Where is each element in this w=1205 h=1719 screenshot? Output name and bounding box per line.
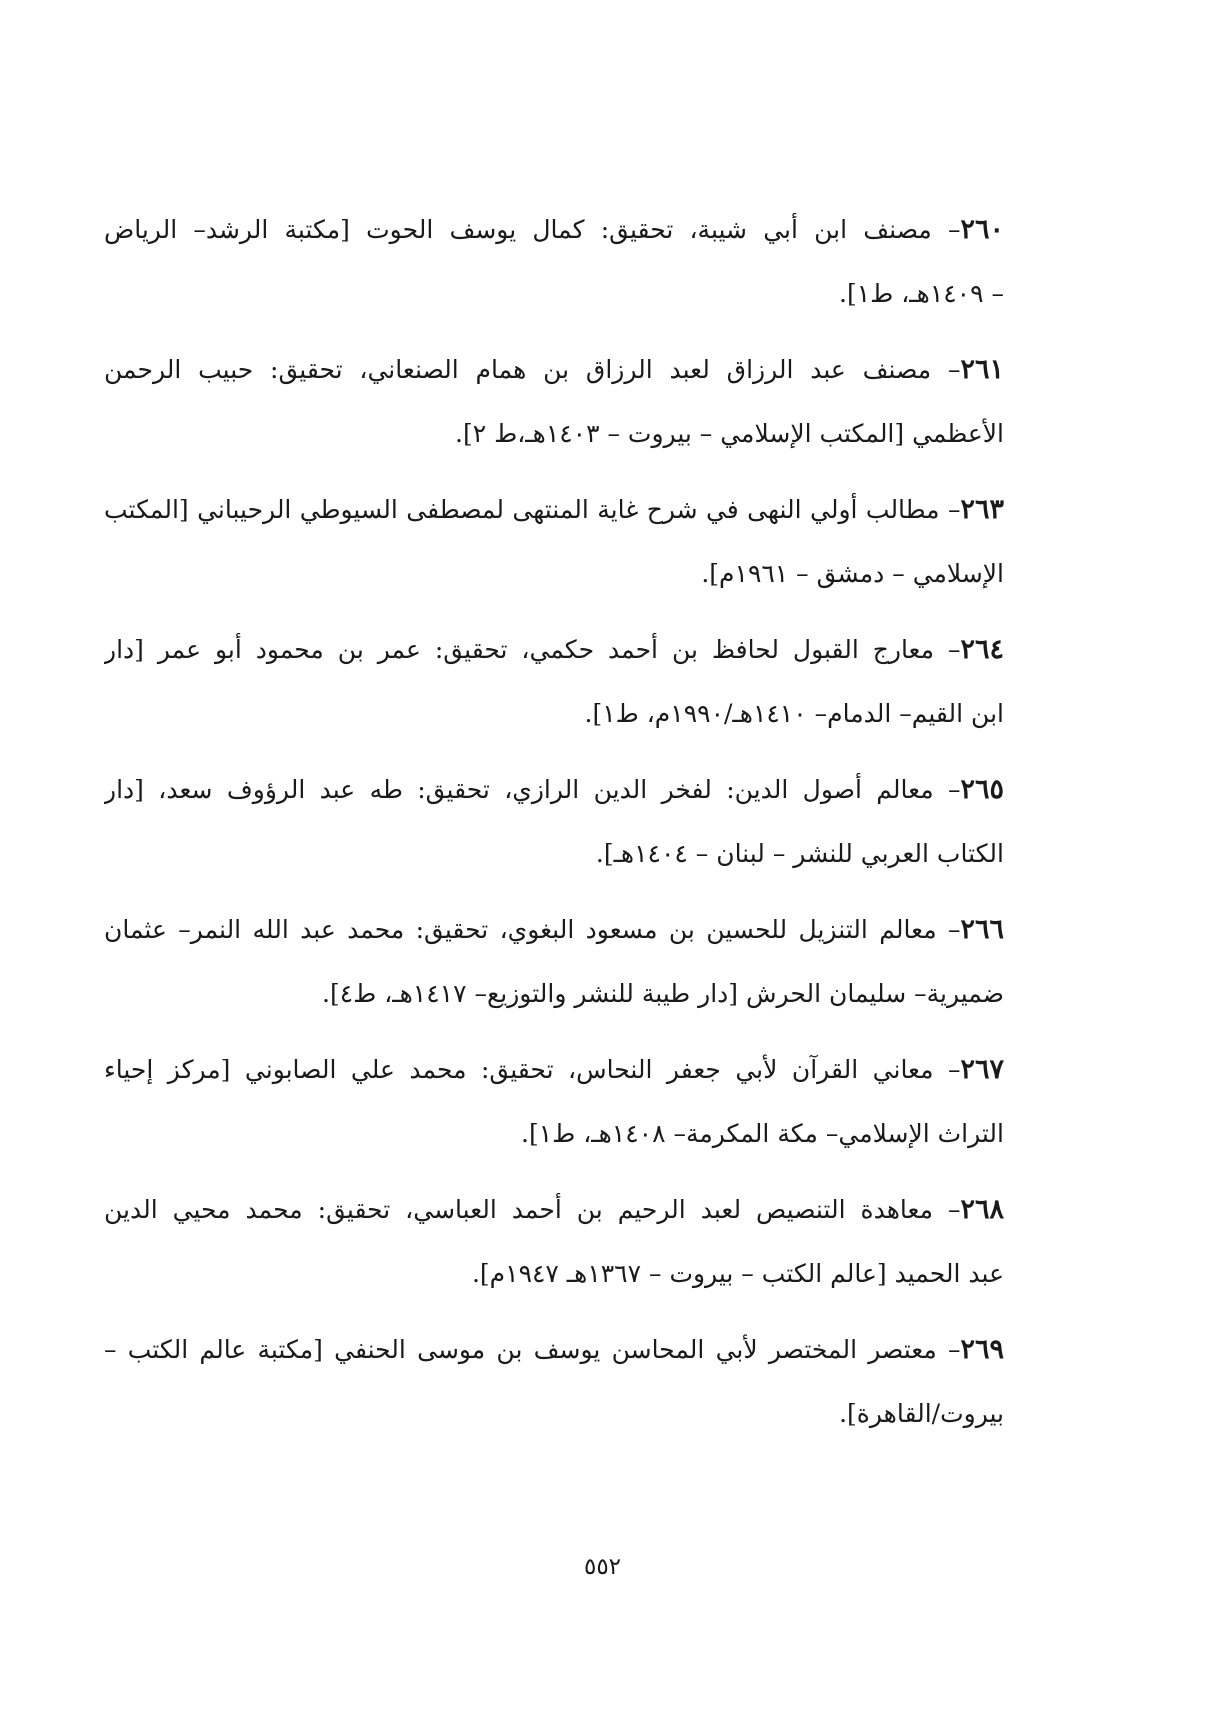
- entry-second-line: – ١٤٠٩هـ، ط١].: [839, 279, 1004, 308]
- entry-number: ٢٦٠: [960, 214, 1004, 245]
- entry-second-line: ضميرية– سليمان الحرش [دار طيبة للنشر والتوزيع– ١٤١٧هـ، ط٤].: [322, 979, 1004, 1008]
- entry-text: – معالم التنزيل للحسين بن مسعود البغوي، تحقيق: محمد عبد الله النمر– عثمان: [104, 915, 961, 944]
- entry-second-line: الكتاب العربي للنشر – لبنان – ١٤٠٤هـ].: [595, 839, 1004, 868]
- entry-text: – معاني القرآن لأبي جعفر النحاس، تحقيق: محمد علي الصابوني [مركز إحياء: [104, 1055, 961, 1084]
- bibliography-entry: [104, 478, 1004, 618]
- entry-text: – مطالب أولي النهى في شرح غاية المنتهى لمصطفى السيوطي الرحيباني [المكتب: [104, 495, 961, 524]
- entry-text: – معاهدة التنصيص لعبد الرحيم بن أحمد العباسي، تحقيق: محمد محيي الدين: [104, 1195, 961, 1224]
- bibliography-entry: [104, 1318, 1004, 1458]
- entry-first-line: [104, 758, 1004, 822]
- entry-second-line: التراث الإسلامي– مكة المكرمة– ١٤٠٨هـ، ط١].: [521, 1119, 1004, 1148]
- entry-number: ٢٦٤: [960, 634, 1004, 665]
- entry-first-line: [104, 898, 1004, 962]
- entry-number: ٢٦٥: [960, 774, 1004, 805]
- bibliography-entry: [104, 898, 1004, 1038]
- entry-second-line: بيروت/القاهرة].: [839, 1399, 1004, 1428]
- entry-second-line: الأعظمي [المكتب الإسلامي – بيروت – ١٤٠٣هـ،ط ٢].: [455, 419, 1004, 448]
- entry-first-line: [104, 478, 1004, 542]
- page-number: ٥٥٢: [583, 1554, 622, 1580]
- entry-text: – مصنف ابن أبي شيبة، تحقيق: كمال يوسف الحوت [مكتبة الرشد– الرياض: [104, 215, 961, 244]
- entry-number: ٢٦٨: [960, 1194, 1004, 1225]
- entry-second-line: الإسلامي – دمشق – ١٩٦١م].: [701, 559, 1004, 588]
- entry-number: ٢٦٦: [960, 914, 1004, 945]
- entry-text: – معالم أصول الدين: لفخر الدين الرازي، تحقيق: طه عبد الرؤوف سعد، [دار: [104, 775, 961, 804]
- entry-number: ٢٦١: [960, 354, 1004, 385]
- bibliography-entry: [104, 1178, 1004, 1318]
- entry-first-line: [104, 1318, 1004, 1382]
- bibliography-entry: [104, 338, 1004, 478]
- bibliography-list: [104, 198, 1004, 1458]
- entry-first-line: [104, 1038, 1004, 1102]
- entry-text: – مصنف عبد الرزاق لعبد الرزاق بن همام الصنعاني، تحقيق: حبيب الرحمن: [104, 355, 961, 384]
- entry-first-line: [104, 338, 1004, 402]
- entry-number: ٢٦٧: [960, 1054, 1004, 1085]
- entry-first-line: [104, 1178, 1004, 1242]
- bibliography-entry: [104, 618, 1004, 758]
- entry-number: ٢٦٣: [960, 494, 1004, 525]
- entry-first-line: [104, 198, 1004, 262]
- bibliography-entry: [104, 198, 1004, 338]
- bibliography-entry: [104, 1038, 1004, 1178]
- entry-second-line: ابن القيم– الدمام– ١٤١٠هـ/١٩٩٠م، ط١].: [584, 699, 1004, 728]
- entry-text: – معتصر المختصر لأبي المحاسن يوسف بن موسى الحنفي [مكتبة عالم الكتب –: [104, 1335, 961, 1364]
- entry-text: – معارج القبول لحافظ بن أحمد حكمي، تحقيق: عمر بن محمود أبو عمر [دار: [104, 635, 961, 664]
- entry-second-line: عبد الحميد [عالم الكتب – بيروت – ١٣٦٧هـ ١٩٤٧م].: [471, 1259, 1004, 1288]
- bibliography-entry: [104, 758, 1004, 898]
- entry-first-line: [104, 618, 1004, 682]
- entry-number: ٢٦٩: [960, 1334, 1004, 1365]
